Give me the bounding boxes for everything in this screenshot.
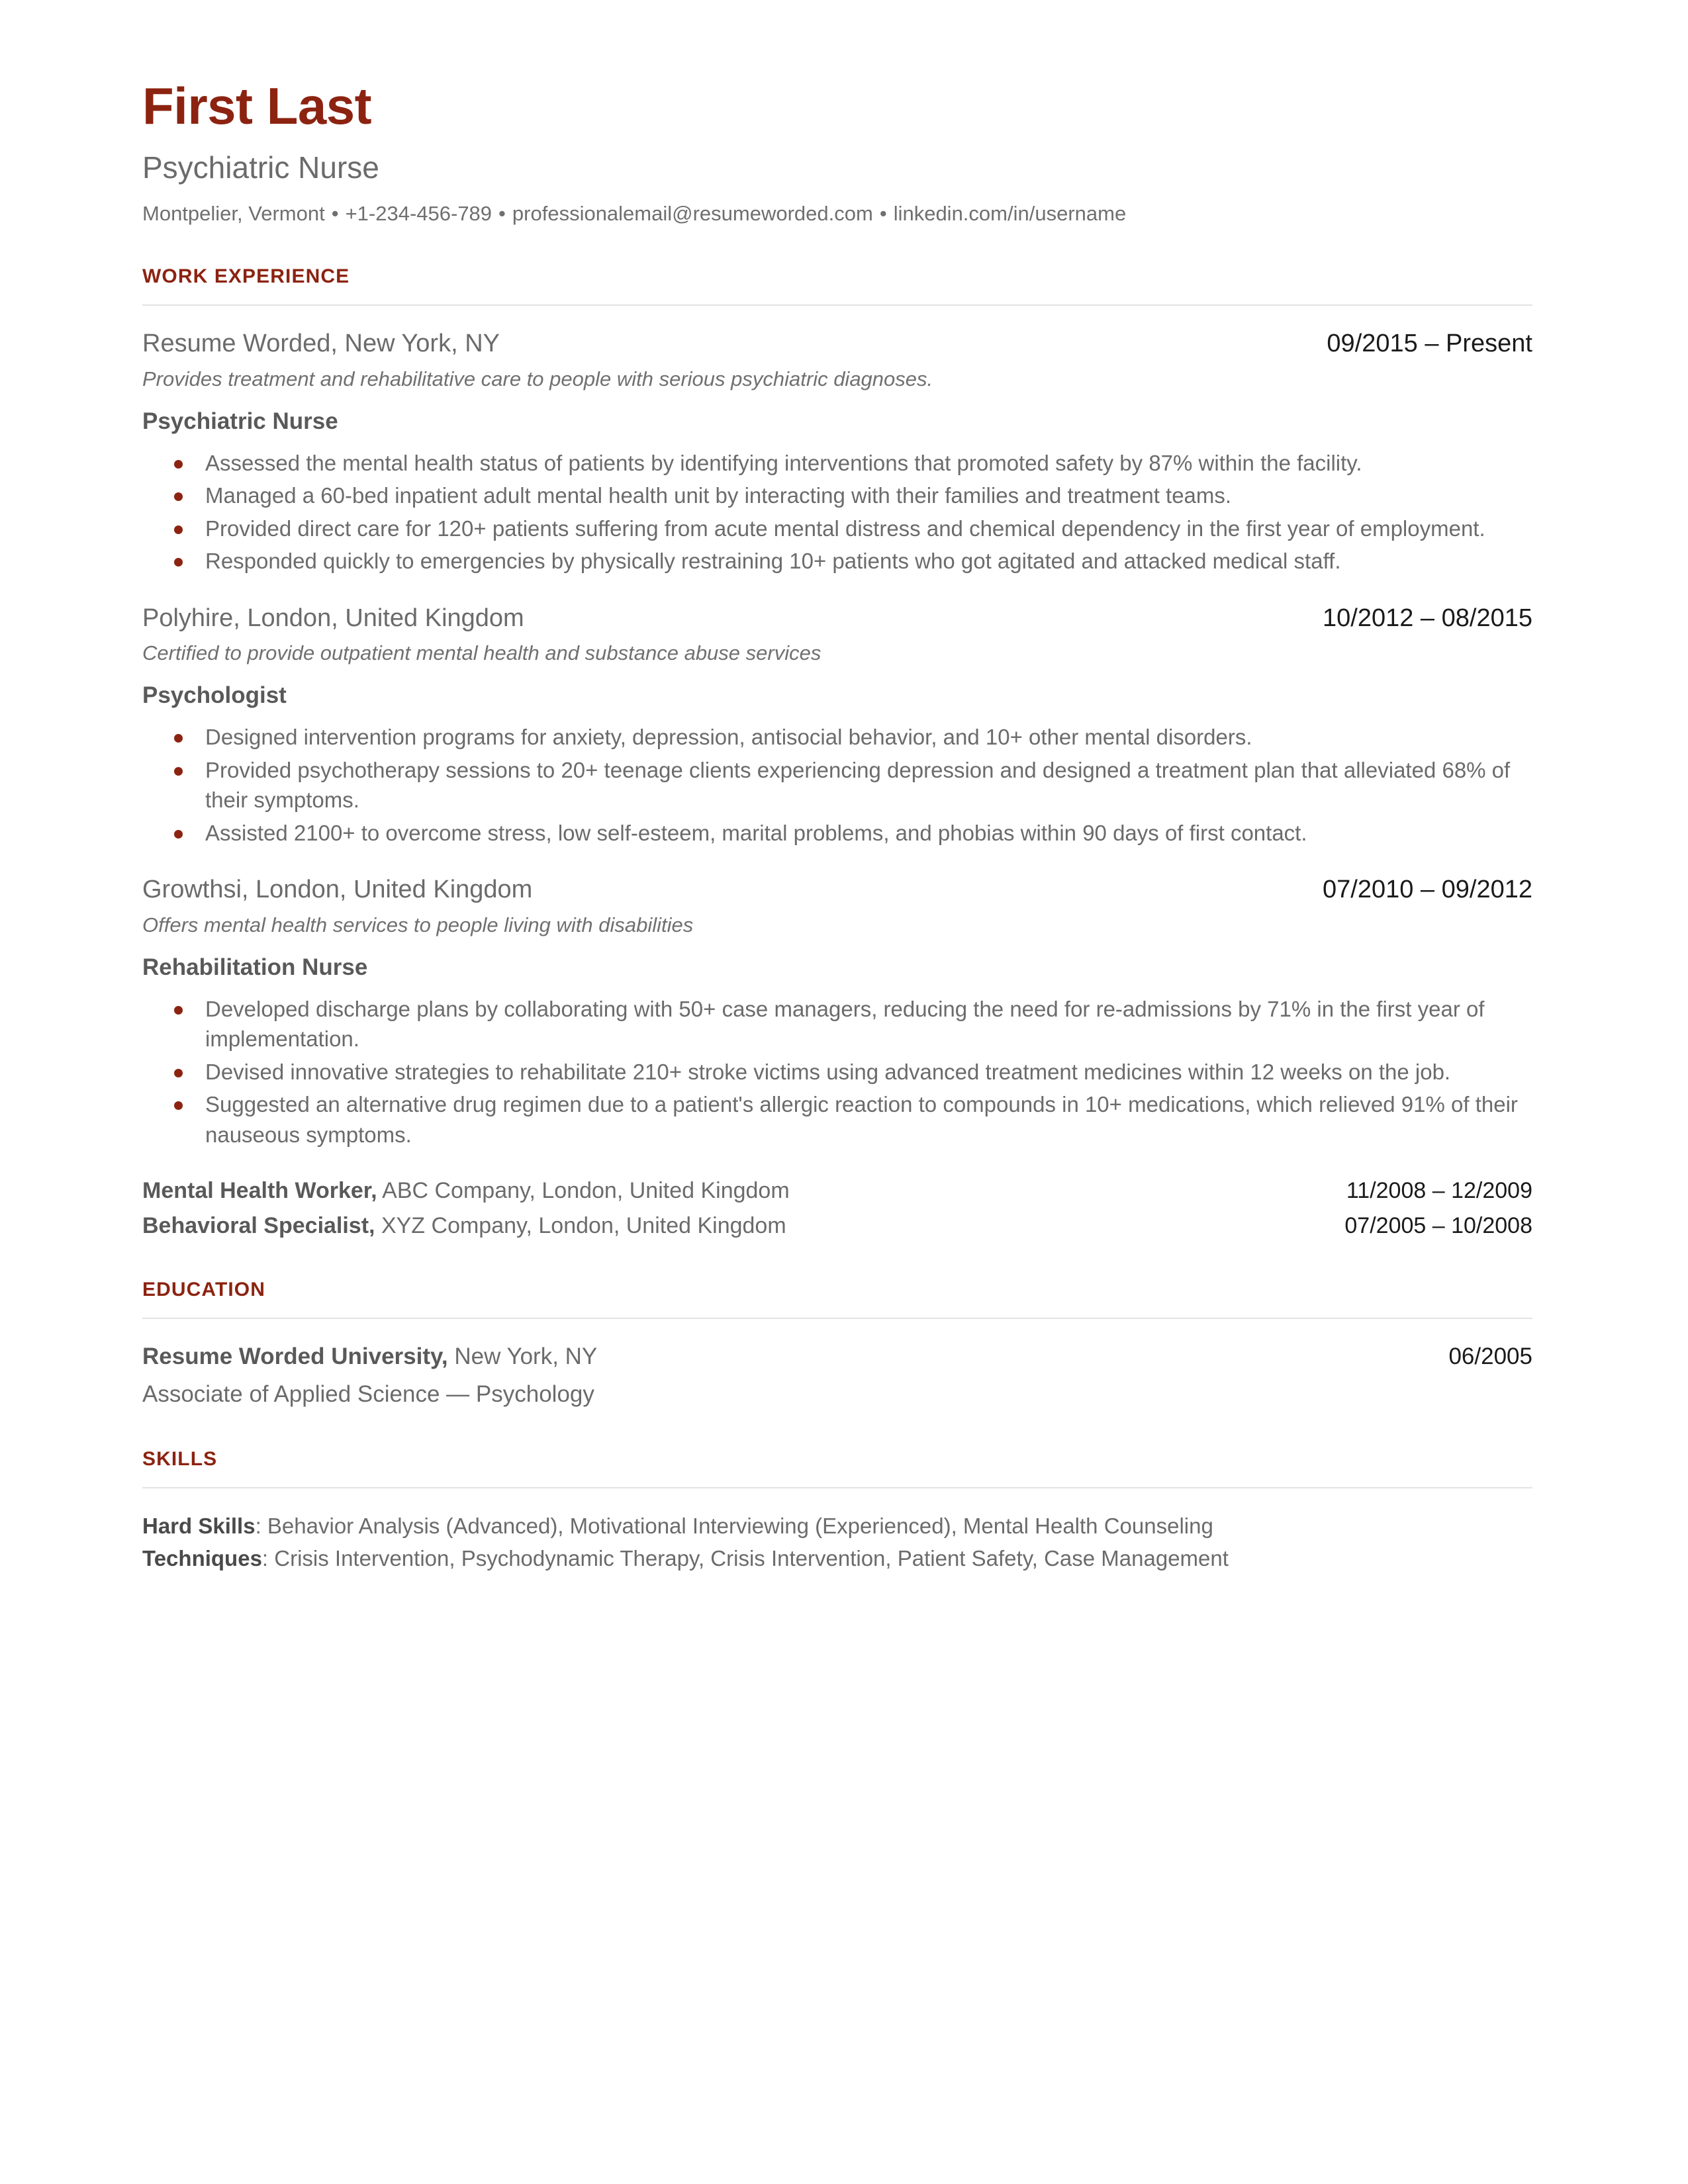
section-title-work-experience: WORK EXPERIENCE xyxy=(142,265,350,288)
job-title: Psychiatric Nurse xyxy=(142,408,338,434)
candidate-headline: Psychiatric Nurse xyxy=(142,150,379,185)
job-dates: 09/2015 – Present xyxy=(1327,330,1532,358)
job-bullet: Assessed the mental health status of patients by identifying interventions that promoted safety by 87% within the facility. xyxy=(142,448,1532,478)
contact-linkedin[interactable]: linkedin.com/in/username xyxy=(893,202,1127,226)
job-dates: 07/2010 – 09/2012 xyxy=(1323,876,1532,904)
job-entry xyxy=(142,328,1532,576)
section-education xyxy=(142,1279,1532,1410)
skill-line xyxy=(142,1511,1532,1541)
section-divider-work-experience xyxy=(142,304,1532,306)
section-divider-skills xyxy=(142,1487,1532,1488)
job-header-row xyxy=(142,874,1532,905)
compact-job-row xyxy=(142,1211,1532,1240)
job-company: Polyhire, London, United Kingdom xyxy=(142,604,524,632)
compact-job-company: ABC Company, London, United Kingdom xyxy=(377,1178,790,1204)
contact-line xyxy=(142,201,1532,227)
compact-job-company: XYZ Company, London, United Kingdom xyxy=(375,1212,786,1238)
section-title-education: EDUCATION xyxy=(142,1278,266,1300)
skill-label: Techniques xyxy=(142,1546,262,1571)
job-bullet: Provided direct care for 120+ patients suffering from acute mental distress and chemical dependency in the first year of employment. xyxy=(142,514,1532,544)
contact-location: Montpelier, Vermont xyxy=(142,202,325,226)
job-bullet: Provided psychotherapy sessions to 20+ teenage clients experiencing depression and designed a treatment plan that alleviated 68% of their symptoms. xyxy=(142,755,1532,815)
job-dates: 10/2012 – 08/2015 xyxy=(1323,604,1532,632)
job-description: Offers mental health services to people living with disabilities xyxy=(142,913,694,936)
education-school-location: New York, NY xyxy=(447,1343,598,1369)
job-bullet: Developed discharge plans by collaborating with 50+ case managers, reducing the need for re-admissions by 71% in the first year of implementation. xyxy=(142,994,1532,1054)
job-company: Growthsi, London, United Kingdom xyxy=(142,876,533,904)
job-entry xyxy=(142,874,1532,1150)
job-bullet: Managed a 60-bed inpatient adult mental health unit by interacting with their families and treatment teams. xyxy=(142,480,1532,511)
education-degree: Associate of Applied Science — Psychology xyxy=(142,1381,594,1408)
job-header-row xyxy=(142,603,1532,633)
contact-phone: +1-234-456-789 xyxy=(345,202,492,226)
skill-values: : Behavior Analysis (Advanced), Motivational Interviewing (Experienced), Mental Health Counseling xyxy=(255,1513,1213,1538)
education-date: 06/2005 xyxy=(1448,1343,1532,1369)
compact-job-list xyxy=(142,1176,1532,1240)
job-bullet: Suggested an alternative drug regimen due to a patient's allergic reaction to compounds in 10+ medications, which relieved 91% of their nauseous symptoms. xyxy=(142,1089,1532,1150)
contact-separator-1: • xyxy=(331,202,339,226)
job-company: Resume Worded, New York, NY xyxy=(142,330,500,358)
education-entry-row xyxy=(142,1342,1532,1372)
job-bullet-list xyxy=(142,722,1532,848)
contact-email[interactable]: professionalemail@resumeworded.com xyxy=(512,202,873,226)
job-header-row xyxy=(142,328,1532,359)
job-title: Rehabilitation Nurse xyxy=(142,954,368,980)
job-bullet-list xyxy=(142,448,1532,576)
education-school-name: Resume Worded University, xyxy=(142,1343,448,1369)
section-title-skills: SKILLS xyxy=(142,1447,218,1470)
compact-job-label xyxy=(142,1176,790,1205)
job-bullet: Assisted 2100+ to overcome stress, low self-esteem, marital problems, and phobias within 90 days of first contact. xyxy=(142,818,1532,848)
job-bullet-list xyxy=(142,994,1532,1150)
resume-header xyxy=(142,79,1532,227)
job-bullet: Designed intervention programs for anxiety, depression, antisocial behavior, and 10+ other mental disorders. xyxy=(142,722,1532,752)
skill-label: Hard Skills xyxy=(142,1513,256,1538)
section-skills xyxy=(142,1448,1532,1574)
compact-job-label xyxy=(142,1211,786,1240)
compact-job-dates: 07/2005 – 10/2008 xyxy=(1344,1212,1532,1238)
job-title: Psychologist xyxy=(142,682,287,709)
skill-values: : Crisis Intervention, Psychodynamic Therapy, Crisis Intervention, Patient Safety, Case Management xyxy=(261,1546,1229,1571)
compact-job-dates: 11/2008 – 12/2009 xyxy=(1346,1178,1532,1204)
compact-job-role: Mental Health Worker, xyxy=(142,1178,377,1204)
contact-separator-3: • xyxy=(879,202,887,226)
contact-separator-2: • xyxy=(498,202,506,226)
compact-job-row xyxy=(142,1176,1532,1205)
skill-line xyxy=(142,1543,1532,1574)
job-description: Provides treatment and rehabilitative care to people with serious psychiatric diagnoses. xyxy=(142,367,933,390)
compact-job-role: Behavioral Specialist, xyxy=(142,1212,375,1238)
job-bullet: Responded quickly to emergencies by physically restraining 10+ patients who got agitated and attacked medical staff. xyxy=(142,546,1532,576)
section-divider-education xyxy=(142,1318,1532,1319)
job-entry xyxy=(142,603,1532,848)
education-school xyxy=(142,1342,597,1372)
job-description: Certified to provide outpatient mental health and substance abuse services xyxy=(142,641,821,665)
job-bullet: Devised innovative strategies to rehabilitate 210+ stroke victims using advanced treatment medicines within 12 weeks on the job. xyxy=(142,1057,1532,1087)
section-work-experience xyxy=(142,265,1532,1240)
candidate-name: First Last xyxy=(142,77,372,135)
